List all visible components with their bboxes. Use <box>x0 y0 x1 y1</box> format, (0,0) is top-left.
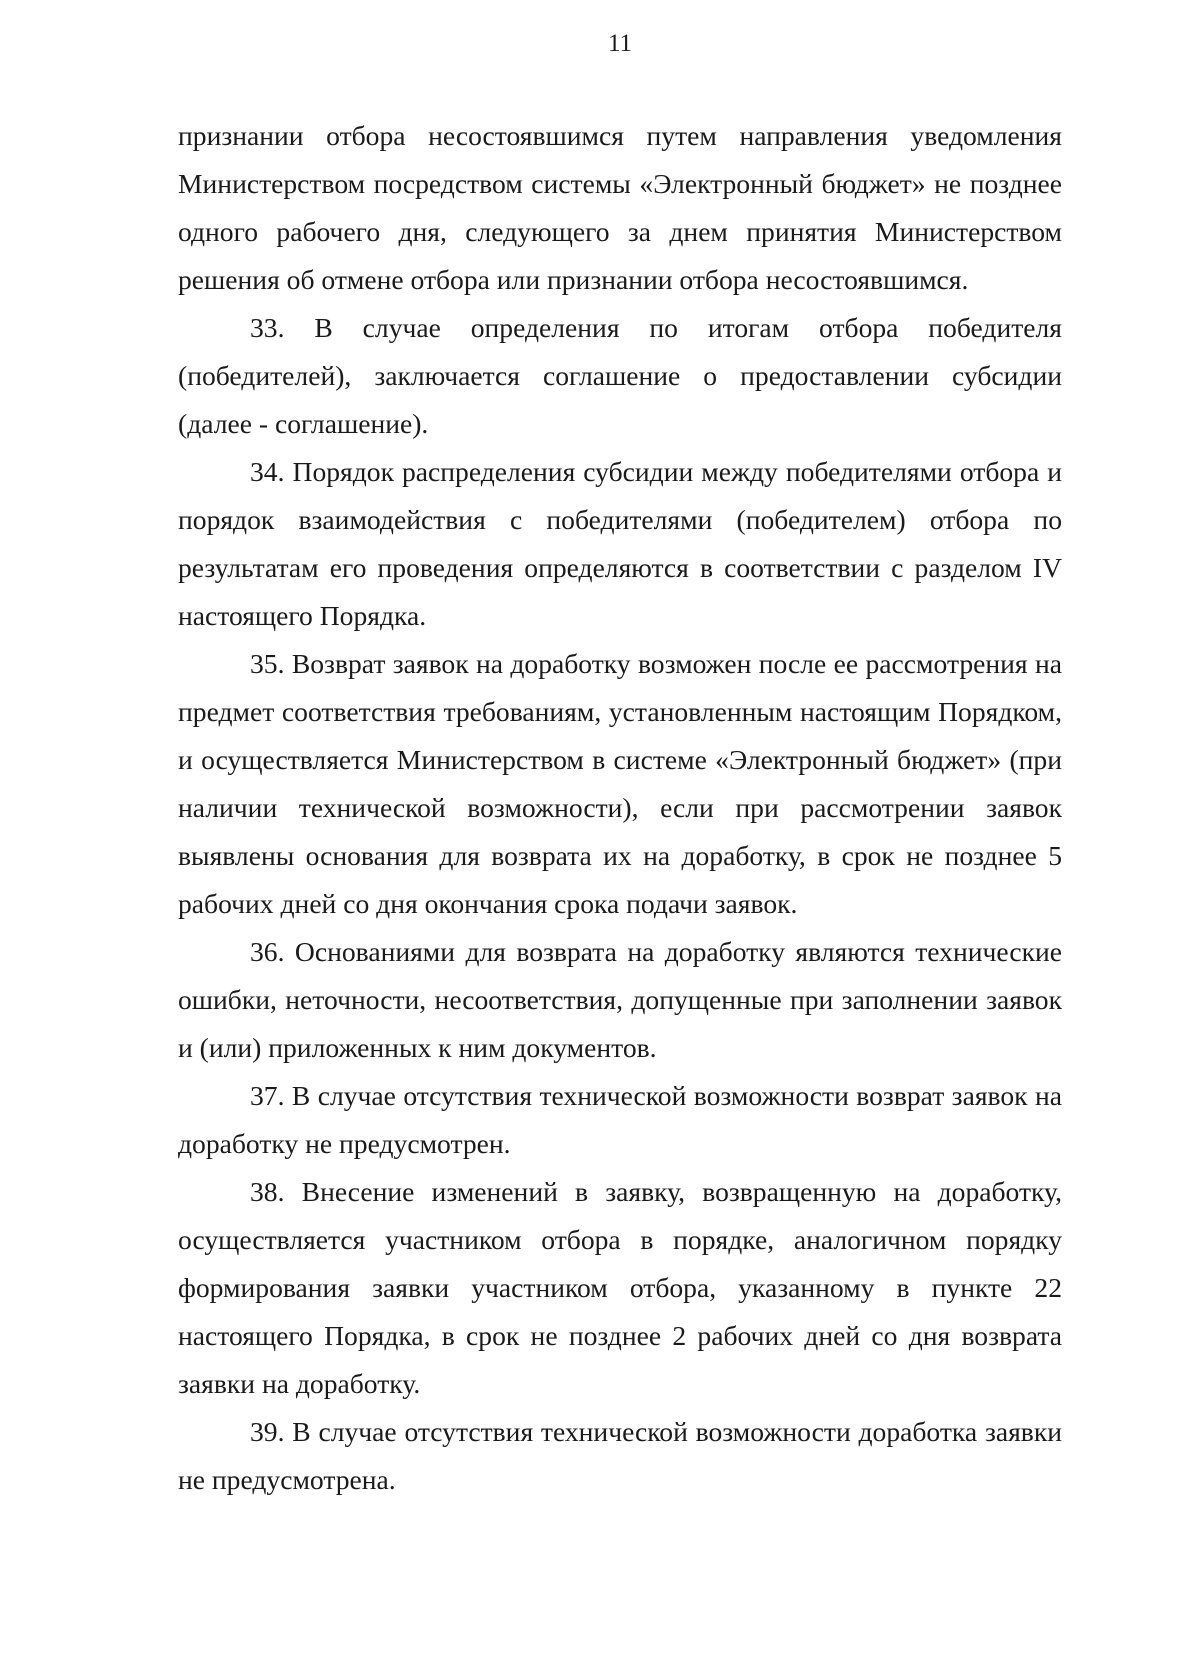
document-body <box>178 112 1062 1504</box>
paragraph-33: 33. В случае определения по итогам отбора победителя (победителей), заключается соглашение о предоставлении субсидии (далее - соглашение). <box>178 312 1062 439</box>
paragraph-38: 38. Внесение изменений в заявку, возвращенную на доработку, осуществляется участником отбора в порядке, аналогичном порядку формирования заявки участником отбора, указанному в пункте 22 настоящего Порядка, в срок не позднее 2 рабочих дней со дня возврата заявки на доработку. <box>178 1176 1062 1399</box>
paragraph-34: 34. Порядок распределения субсидии между победителями отбора и порядок взаимодействия с победителями (победителем) отбора по результатам его проведения определяются в соответствии с разделом IV настоящего Порядка. <box>178 456 1062 631</box>
paragraph-continuation: признании отбора несостоявшимся путем направления уведомления Министерством посредством системы «Электронный бюджет» не позднее одного рабочего дня, следующего за днем принятия Министерством решения об отмене отбора или признании отбора несостоявшимся. <box>178 120 1062 295</box>
paragraph-39: 39. В случае отсутствия технической возможности доработка заявки не предусмотрена. <box>178 1416 1062 1495</box>
paragraph-36: 36. Основаниями для возврата на доработку являются технические ошибки, неточности, несоответствия, допущенные при заполнении заявок и (или) приложенных к ним документов. <box>178 936 1062 1063</box>
paragraph-35: 35. Возврат заявок на доработку возможен после ее рассмотрения на предмет соответствия требованиям, установленным настоящим Порядком, и осуществляется Министерством в системе «Электронный бюджет» (при наличии технической возможности), если при рассмотрении заявок выявлены основания для возврата их на доработку, в срок не позднее 5 рабочих дней со дня окончания срока подачи заявок. <box>178 648 1062 919</box>
page-number: 11 <box>607 30 633 57</box>
paragraph-37: 37. В случае отсутствия технической возможности возврат заявок на доработку не предусмотрен. <box>178 1080 1062 1159</box>
